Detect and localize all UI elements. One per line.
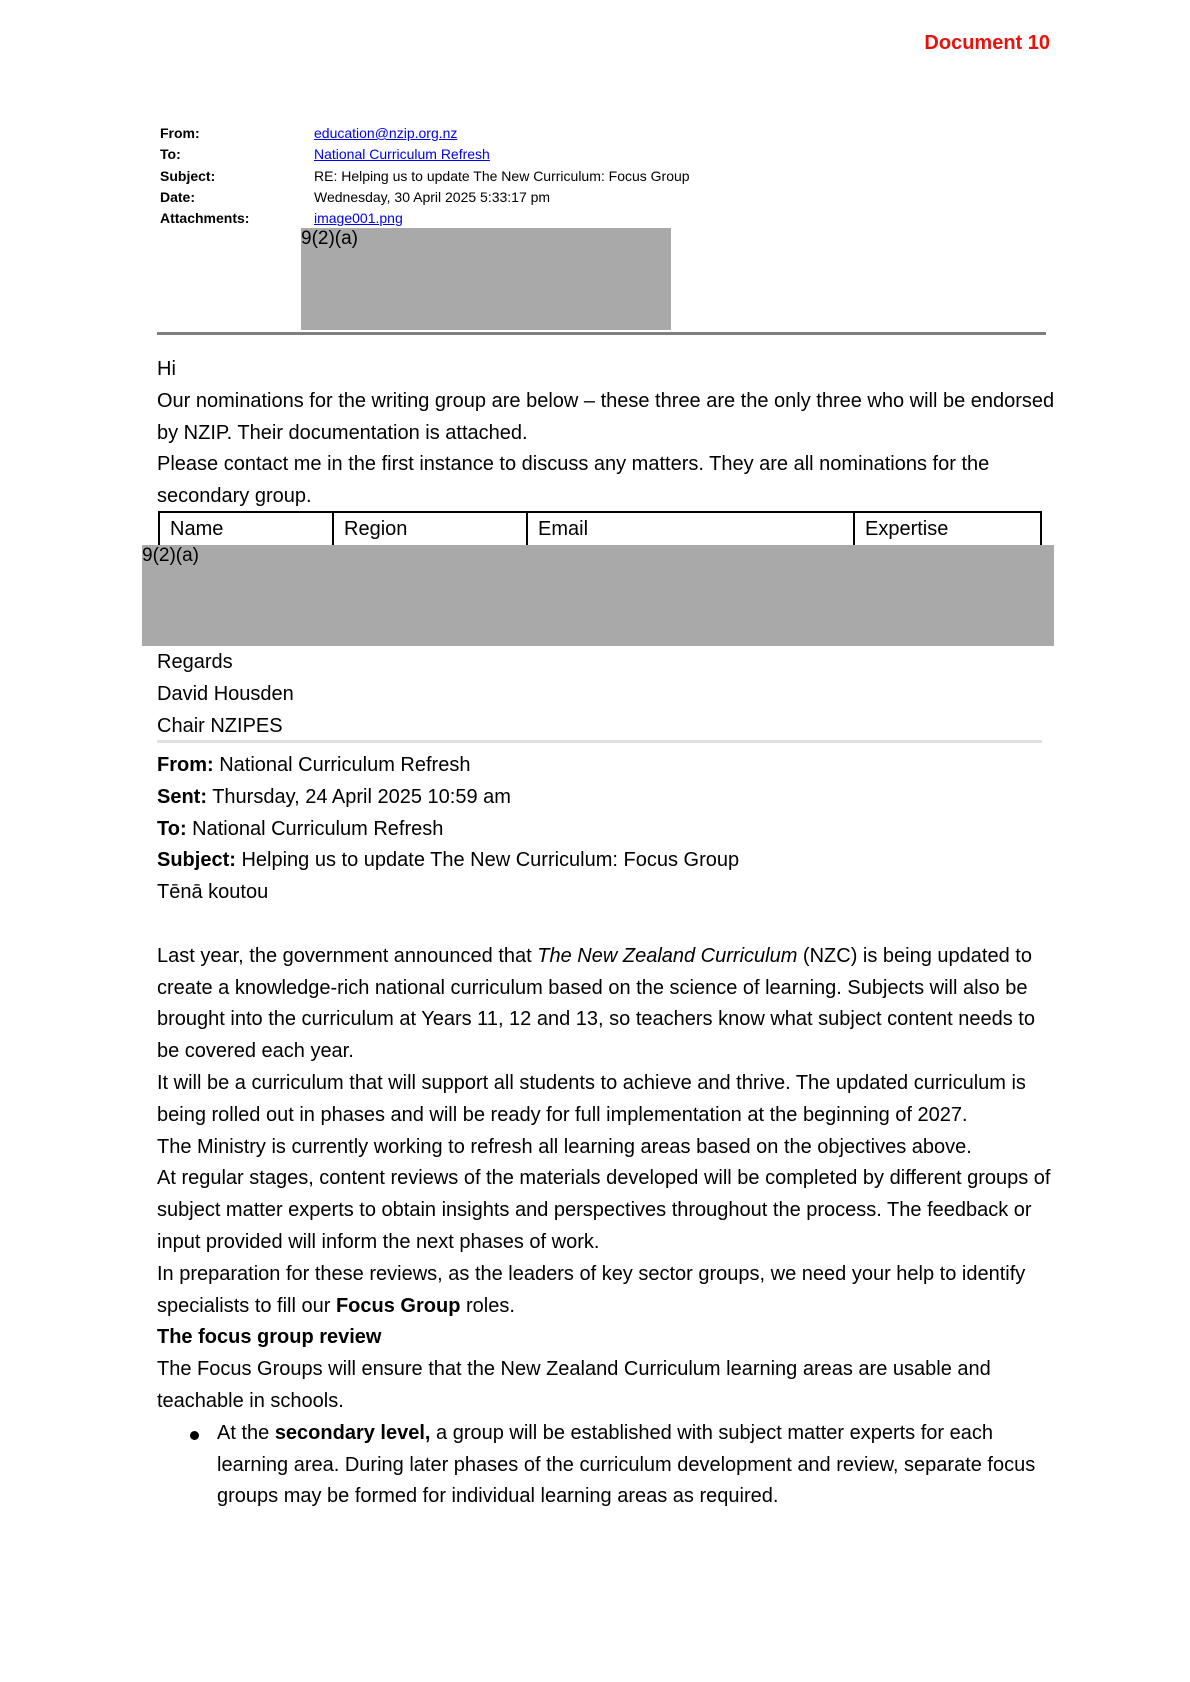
col-email: Email (527, 512, 854, 546)
date-label: Date: (160, 188, 196, 205)
from-value: National Curriculum Refresh (219, 754, 471, 776)
quote-divider (157, 740, 1042, 743)
header-divider (157, 332, 1046, 335)
bullet-list (157, 1418, 1057, 1513)
reply-body (157, 354, 1057, 513)
col-region: Region (333, 512, 527, 546)
attachment-link[interactable]: image001.png (314, 210, 403, 227)
col-expertise: Expertise (854, 512, 1041, 546)
list-item: At the secondary level, a group will be established with subject matter experts for each learning area. During later phases of the curriculum development and review, separate focus groups may be formed for individual learning areas as required. (217, 1418, 1057, 1513)
section-heading: The focus group review (157, 1326, 382, 1349)
sender-name: David Housden (157, 682, 294, 705)
greeting: Hi (157, 358, 176, 380)
redaction-header: 9(2)(a) (301, 228, 671, 330)
paragraph: Our nominations for the writing group are below – these three are the only three who will be endorsed by NZIP. Their documentation is attached. (157, 389, 1055, 444)
email-header (160, 125, 690, 231)
attachments-label: Attachments: (160, 210, 250, 227)
from-label: From: (157, 754, 214, 776)
to-label: To: (157, 817, 187, 840)
from-label: From: (160, 125, 200, 141)
to-label: To: (160, 146, 181, 163)
subject-value: RE: Helping us to update The New Curriculum: Focus Group (314, 167, 690, 184)
paragraph: The Ministry is currently working to refresh all learning areas based on the objectives above. (157, 1135, 972, 1158)
subject-label: Subject: (157, 849, 236, 872)
paragraph: Please contact me in the first instance to discuss any matters. They are all nominations for the secondary group. (157, 453, 990, 508)
redaction-table: 9(2)(a) (142, 545, 1054, 646)
paragraph: In preparation for these reviews, as the leaders of key sector groups, we need your help to identify specialists to fill our Focus Group roles. (157, 1262, 1026, 1317)
to-link[interactable]: National Curriculum Refresh (314, 146, 490, 163)
paragraph: It will be a curriculum that will support all students to achieve and thrive. The updated curriculum is being rolled out in phases and will be ready for full implementation at the beginning of 2027. (157, 1071, 1026, 1126)
date-value: Wednesday, 30 April 2025 5:33:17 pm (314, 188, 551, 205)
signature (157, 647, 1057, 742)
to-value: National Curriculum Refresh (192, 817, 444, 840)
sent-value: Thursday, 24 April 2025 10:59 am (212, 785, 511, 808)
paragraph: Last year, the government announced that The New Zealand Curriculum (NZC) is being updated to create a knowledge-rich national curriculum based on the science of learning. Subjects will also be brought into the curriculum at Years 11, 12 and 13, so teachers know what subject content needs to be covered each year. (157, 944, 1035, 1063)
original-message (157, 750, 1057, 1513)
paragraph: At regular stages, content reviews of the materials developed will be completed by different groups of subject matter experts to obtain insights and perspectives throughout the process. The feedback or input provided will inform the next phases of work. (157, 1167, 1051, 1253)
bullet-icon (190, 1431, 199, 1440)
signoff: Regards (157, 651, 233, 673)
col-name: Name (159, 512, 333, 546)
sender-title: Chair NZIPES (157, 714, 283, 737)
paragraph: The Focus Groups will ensure that the New Zealand Curriculum learning areas are usable and teachable in schools. (157, 1358, 991, 1412)
from-link[interactable]: education@nzip.org.nz (314, 125, 458, 141)
subject-label: Subject: (160, 167, 216, 184)
nominations-table (158, 511, 1042, 547)
subject-value: Helping us to update The New Curriculum: Focus Group (241, 849, 740, 872)
document-number: Document 10 (924, 32, 1050, 54)
greeting: Tēnā koutou (157, 881, 269, 904)
sent-label: Sent: (157, 785, 207, 808)
